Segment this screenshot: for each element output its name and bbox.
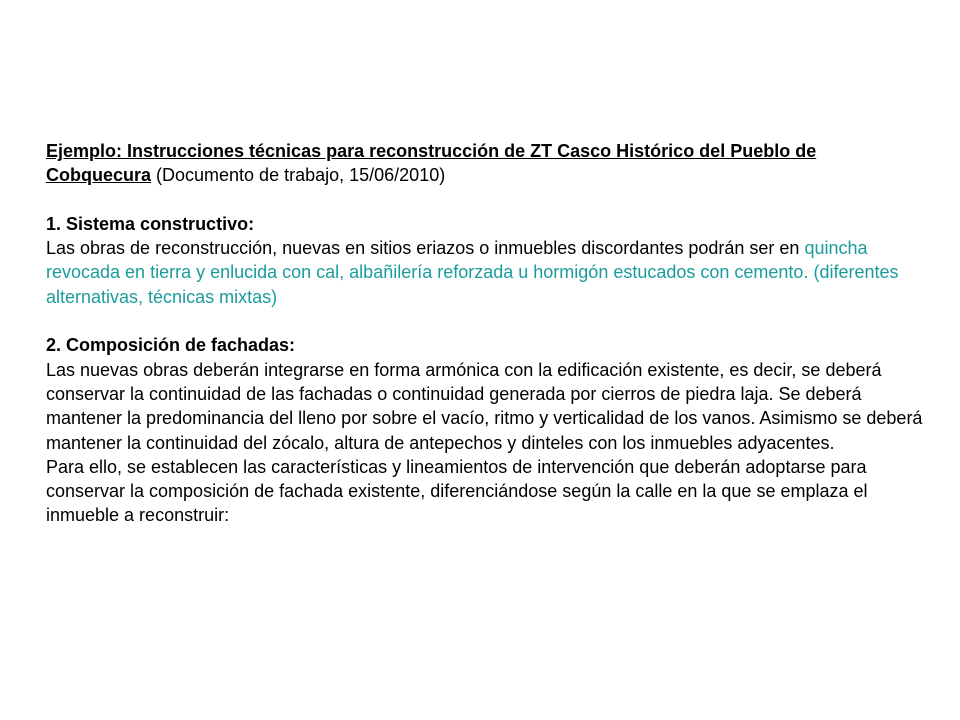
section-2-heading: 2. Composición de fachadas:: [46, 335, 296, 356]
section-2-paragraph-2: Para ello, se establecen las características y lineamientos de intervención que deberán adoptarse para conservar la composición de fachada existente, diferenciándose según la calle en la que se emplaza el inmueble a reconstruir:: [46, 456, 868, 526]
section-1-heading: 1. Sistema constructivo:: [46, 213, 255, 234]
section-1-text: [46, 236, 926, 309]
section-1-text-teal: quincha revocada en tierra y enlucida con cal, albañilería reforzada u hormigón estucados con cemento. (diferentes alternativas, técnicas mixtas): [46, 238, 899, 307]
document-title: [46, 139, 926, 188]
spacer: [46, 309, 926, 333]
title-main: Ejemplo: Instrucciones técnicas para reconstrucción de ZT Casco Histórico del Pueblo de Cobquecura: [46, 141, 817, 186]
spacer: [46, 188, 926, 212]
section-2-paragraph-1: Las nuevas obras deberán integrarse en forma armónica con la edificación existente, es decir, se deberá conservar la continuidad de las fachadas o continuidad generada por cierros de piedra laja. Se deberá mantener la predominancia del lleno por sobre el vacío, ritmo y verticalidad de los vanos. Asimismo se deberá mantener la continuidad del zócalo, altura de antepechos y dinteles con los inmuebles adyacentes.: [46, 359, 923, 453]
document-body: [46, 139, 926, 528]
title-suffix: (Documento de trabajo, 15/06/2010): [151, 165, 446, 186]
section-1-text-black: Las obras de reconstrucción, nuevas en sitios eriazos o inmuebles discordantes podrán ser en: [46, 238, 805, 259]
